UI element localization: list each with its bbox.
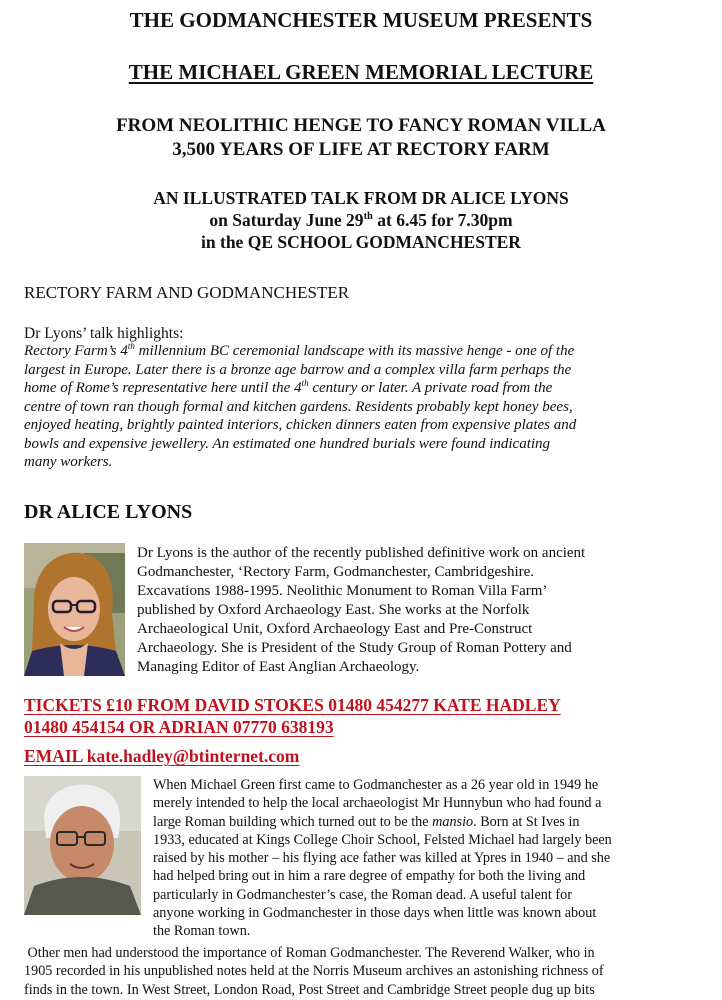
- section-body-text: century or later. A private road from the: [308, 380, 553, 396]
- speaker-bio-line: Dr Lyons is the author of the recently published definitive work on ancient: [137, 545, 586, 561]
- section-body-text: many workers.: [24, 454, 113, 470]
- section-heading-rectory: RECTORY FARM AND GODMANCHESTER: [24, 283, 350, 302]
- section-body-text: millennium BC ceremonial landscape with its massive henge - one of the: [134, 343, 575, 359]
- event-date: [0, 209, 722, 231]
- michael-bio-line: [153, 776, 713, 794]
- michael-bio-line: [153, 922, 713, 940]
- speaker-heading: DR ALICE LYONS: [24, 501, 193, 523]
- michael-bio-text: . Born at St Ives in: [473, 813, 580, 830]
- michael-bio-text: large Roman building which turned out to be the: [153, 813, 433, 830]
- speaker-bio-line: Archaeology. She is President of the Study Group of Roman Pottery and: [137, 640, 572, 656]
- michael-bio-line: [153, 904, 713, 922]
- speaker-bio-line: Excavations 1988-1995. Neolithic Monument to Roman Villa Farm’: [137, 583, 548, 599]
- speaker-bio-line: Godmanchester, ‘Rectory Farm, Godmanchester, Cambridgeshire.: [137, 564, 535, 580]
- section-body-line: [24, 398, 704, 417]
- closing-line: finds in the town. In West Street, London Road, Post Street and Cambridge Street people dug up bits: [24, 981, 595, 998]
- michael-bio-text: When Michael Green first came to Godmanchester as a 26 year old in 1949 he: [153, 777, 599, 793]
- closing-body: [24, 944, 714, 999]
- section-body-text: largest in Europe. Later there is a bronze age barrow and a complex villa farm perhaps the: [24, 361, 572, 378]
- tickets-email[interactable]: EMAIL kate.hadley@btinternet.com: [24, 746, 300, 766]
- michael-bio-text: the Roman town.: [153, 923, 251, 940]
- michael-green-portrait-icon: [24, 776, 141, 915]
- section-body-line: [24, 342, 704, 361]
- michael-bio-line: [153, 794, 713, 812]
- michael-bio-line: [153, 813, 713, 831]
- michael-bio-text: had helped bring out in him a rare degree of empathy for both the living and: [153, 868, 586, 885]
- alice-lyons-photo: [24, 543, 125, 676]
- lecture-title: [0, 60, 722, 84]
- section-body-sup: th: [301, 378, 309, 388]
- section-intro: Dr Lyons’ talk highlights:: [24, 325, 184, 342]
- event-talk: AN ILLUSTRATED TALK FROM DR ALICE LYONS: [153, 188, 569, 208]
- michael-bio-text: merely intended to help the local archaeologist Mr Hunnybun who had found a: [153, 795, 602, 812]
- michael-bio-text: anyone working in Godmanchester in those days when little was known about: [153, 905, 597, 922]
- section-body-text: home of Rome’s representative here until the 4: [24, 380, 302, 396]
- michael-green-photo: [24, 776, 141, 915]
- closing-line: Other men had understood the importance of Roman Godmanchester. The Reverend Walker, who in: [24, 945, 595, 961]
- speaker-bio-line: published by Oxford Archaeology East. She works at the Norfolk: [137, 602, 530, 618]
- michael-bio-line: [153, 831, 713, 849]
- section-body-text: Rectory Farm’s 4: [24, 343, 128, 359]
- michael-bio-line: [153, 849, 713, 867]
- closing-line: 1905 recorded in his unpublished notes held at the Norris Museum archives an astonishing richness of: [24, 963, 604, 980]
- michael-bio: [153, 776, 713, 941]
- speaker-bio: [137, 544, 717, 677]
- speaker-bio-line: Archaeological Unit, Oxford Archaeology East and Pre-Construct: [137, 621, 533, 637]
- section-body-line: [24, 453, 704, 472]
- michael-bio-line: [153, 867, 713, 885]
- section-body-line: [24, 361, 704, 380]
- section-body-line: [24, 379, 704, 398]
- event-venue: in the QE SCHOOL GODMANCHESTER: [201, 232, 521, 252]
- tickets-line1: TICKETS £10 FROM DAVID STOKES 01480 454277 KATE HADLEY: [24, 695, 561, 715]
- talk-title-line2: 3,500 YEARS OF LIFE AT RECTORY FARM: [172, 139, 550, 160]
- event-date-prefix: on Saturday June 29: [209, 210, 364, 230]
- speaker-bio-line: Managing Editor of East Anglian Archaeology.: [137, 659, 420, 675]
- michael-bio-line: [153, 886, 713, 904]
- section-body: [24, 342, 704, 472]
- lecture-title-text: THE MICHAEL GREEN MEMORIAL LECTURE: [128, 60, 594, 84]
- talk-title-line1: FROM NEOLITHIC HENGE TO FANCY ROMAN VILLA: [116, 115, 606, 136]
- michael-bio-italic: mansio: [432, 813, 474, 830]
- section-body-text: centre of town ran though formal and kitchen gardens. Residents probably kept honey bees,: [24, 398, 573, 415]
- section-body-sup: th: [127, 341, 135, 351]
- michael-bio-text: particularly in Godmanchester’s case, the Roman dead. A useful talent for: [153, 886, 572, 903]
- section-body-text: enjoyed heating, brightly painted interiors, chicken dinners eaten from expensive plates and: [24, 417, 577, 433]
- section-body-text: bowls and expensive jewellery. An estimated one hundred burials were found indicating: [24, 435, 551, 452]
- event-date-sup: th: [363, 211, 373, 223]
- header-presents: THE GODMANCHESTER MUSEUM PRESENTS: [129, 8, 593, 32]
- michael-bio-text: raised by his mother – his flying ace father was killed at Ypres in 1940 – and she: [153, 850, 611, 867]
- section-body-line: [24, 435, 704, 454]
- section-body-line: [24, 416, 704, 435]
- michael-bio-text: 1933, educated at Kings College Choir School, Felsted Michael had largely been: [153, 831, 612, 848]
- alice-lyons-portrait-icon: [24, 543, 125, 676]
- event-date-suffix: at 6.45 for 7.30pm: [372, 210, 513, 230]
- tickets-line2: 01480 454154 OR ADRIAN 07770 638193: [24, 717, 334, 737]
